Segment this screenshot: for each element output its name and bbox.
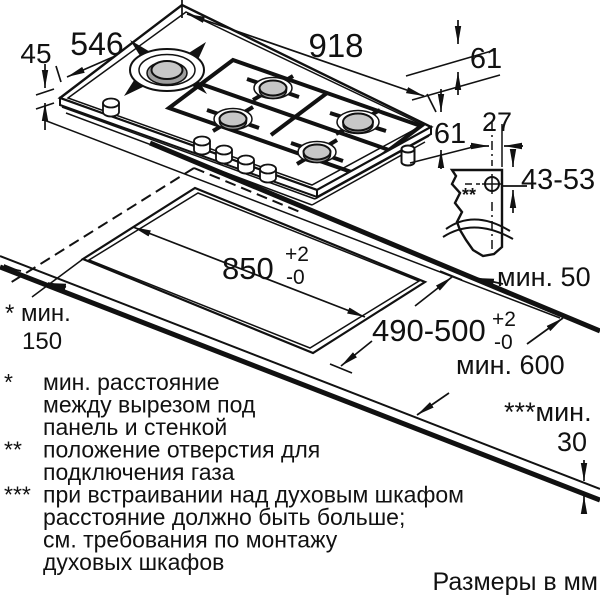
- dim-gas-depth-43-53: [503, 149, 595, 213]
- footnote-line: расстояние должно быть больше;: [43, 504, 406, 530]
- dim-label-gas-offset: 27: [481, 107, 513, 137]
- footnote-line: см. требования по монтажу: [43, 526, 338, 553]
- dim-label-cutout-length: 850: [222, 251, 274, 286]
- knob: [238, 156, 254, 165]
- footnote-line: подключения газа: [43, 459, 235, 485]
- footnote-line: между вырезом под: [43, 391, 256, 418]
- dim-label-offset-side: 61: [433, 118, 467, 150]
- knob: [216, 146, 232, 155]
- footnote-line: при встраивании над духовым шкафом: [43, 481, 464, 508]
- dim-height-45: [20, 38, 54, 130]
- footnote-marker: ***: [4, 481, 31, 508]
- dim-label-cutout-width: 490-500: [372, 313, 486, 348]
- knob: [260, 165, 276, 174]
- knob: [103, 99, 119, 108]
- footnote-marker: *: [4, 369, 13, 395]
- dim-label-height: 45: [20, 38, 52, 69]
- footnote-line: духовых шкафов: [43, 549, 225, 575]
- tolerance-minus: -0: [286, 266, 305, 289]
- clearance-below-label: ***мин.: [504, 397, 592, 427]
- clearance-depth-label: мин. 600: [456, 350, 565, 380]
- units-note: Размеры в мм: [432, 568, 598, 596]
- footnote-marker: **: [4, 436, 22, 463]
- clearance-below-value: 30: [557, 427, 588, 457]
- dim-offset-61-top: [406, 20, 502, 100]
- footnotes: [4, 369, 464, 575]
- burner-cap: [343, 114, 373, 131]
- footnote-line: панель и стенкой: [43, 414, 228, 440]
- dim-label-depth: 546: [70, 26, 124, 62]
- dim-label-offset-top: 61: [469, 43, 503, 75]
- footnote-line: мин. расстояние: [43, 369, 220, 395]
- wok-cap: [152, 61, 183, 79]
- dim-label-width: 918: [308, 27, 364, 64]
- burner-cap: [220, 112, 247, 127]
- footnote-line: положение отверстия для: [43, 436, 321, 463]
- clearance-side-value: 150: [22, 328, 63, 355]
- tolerance-plus: +2: [492, 308, 516, 331]
- dim-label-gas-depth: 43-53: [521, 164, 596, 196]
- dim-gas-offset-27: [470, 107, 523, 167]
- gas-bracket-profile: [452, 170, 502, 256]
- knob: [194, 137, 210, 146]
- tolerance-minus: -0: [494, 331, 513, 354]
- burner-cap: [304, 145, 331, 160]
- clearance-rear-label: мин. 50: [497, 262, 591, 292]
- burner-cap: [260, 81, 287, 96]
- clearance-side-label: * мин.: [5, 300, 71, 327]
- gas-marker-label: **: [461, 185, 477, 205]
- tolerance-plus: +2: [285, 243, 309, 266]
